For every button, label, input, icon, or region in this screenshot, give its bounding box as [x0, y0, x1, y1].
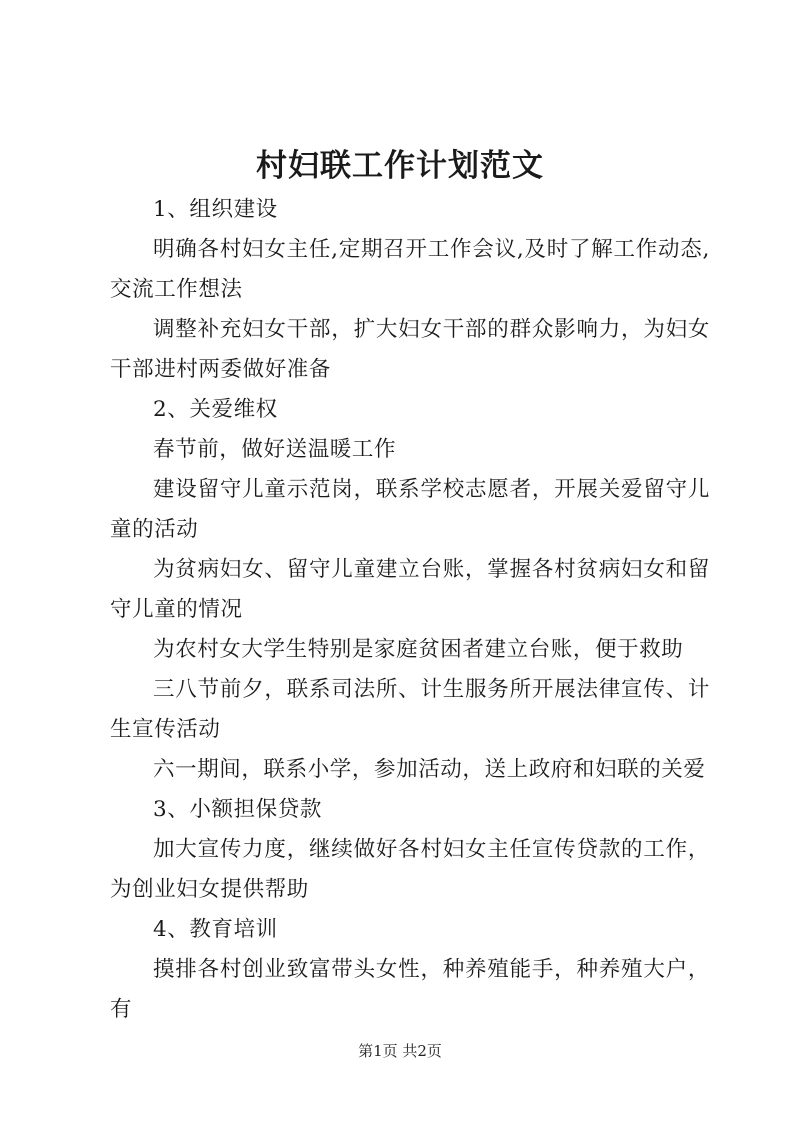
paragraph: 调整补充妇女干部，扩大妇女干部的群众影响力，为妇女干部进村两委做好准备 [110, 317, 710, 382]
paragraph: 2、关爱维权 [153, 397, 278, 422]
paragraph: 摸排各村创业致富带头女性，种养殖能手，种养殖大户，有 [110, 957, 710, 1022]
paragraph: 建设留守儿童示范岗，联系学校志愿者，开展关爱留守儿童的活动 [110, 477, 710, 542]
paragraph: 明确各村妇女主任,定期召开工作会议,及时了解工作动态,交流工作想法 [110, 237, 710, 302]
paragraph: 加大宣传力度，继续做好各村妇女主任宣传贷款的工作，为创业妇女提供帮助 [110, 837, 710, 902]
paragraph: 为农村女大学生特别是家庭贫困者建立台账，便于救助 [153, 637, 684, 662]
paragraph: 三八节前夕，联系司法所、计生服务所开展法律宣传、计生宣传活动 [110, 677, 710, 742]
page-footer: 第1页 共2页 [358, 1042, 442, 1060]
page-title: 村妇联工作计划范文 [256, 148, 544, 184]
paragraph: 1、组织建设 [153, 197, 278, 222]
paragraph: 为贫病妇女、留守儿童建立台账，掌握各村贫病妇女和留守儿童的情况 [110, 557, 710, 622]
paragraph: 六一期间，联系小学，参加活动，送上政府和妇联的关爱 [153, 757, 706, 782]
paragraph: 4、教育培训 [153, 917, 278, 942]
document-body [110, 190, 710, 1030]
paragraph: 3、小额担保贷款 [153, 797, 322, 822]
paragraph: 春节前，做好送温暖工作 [153, 437, 397, 462]
